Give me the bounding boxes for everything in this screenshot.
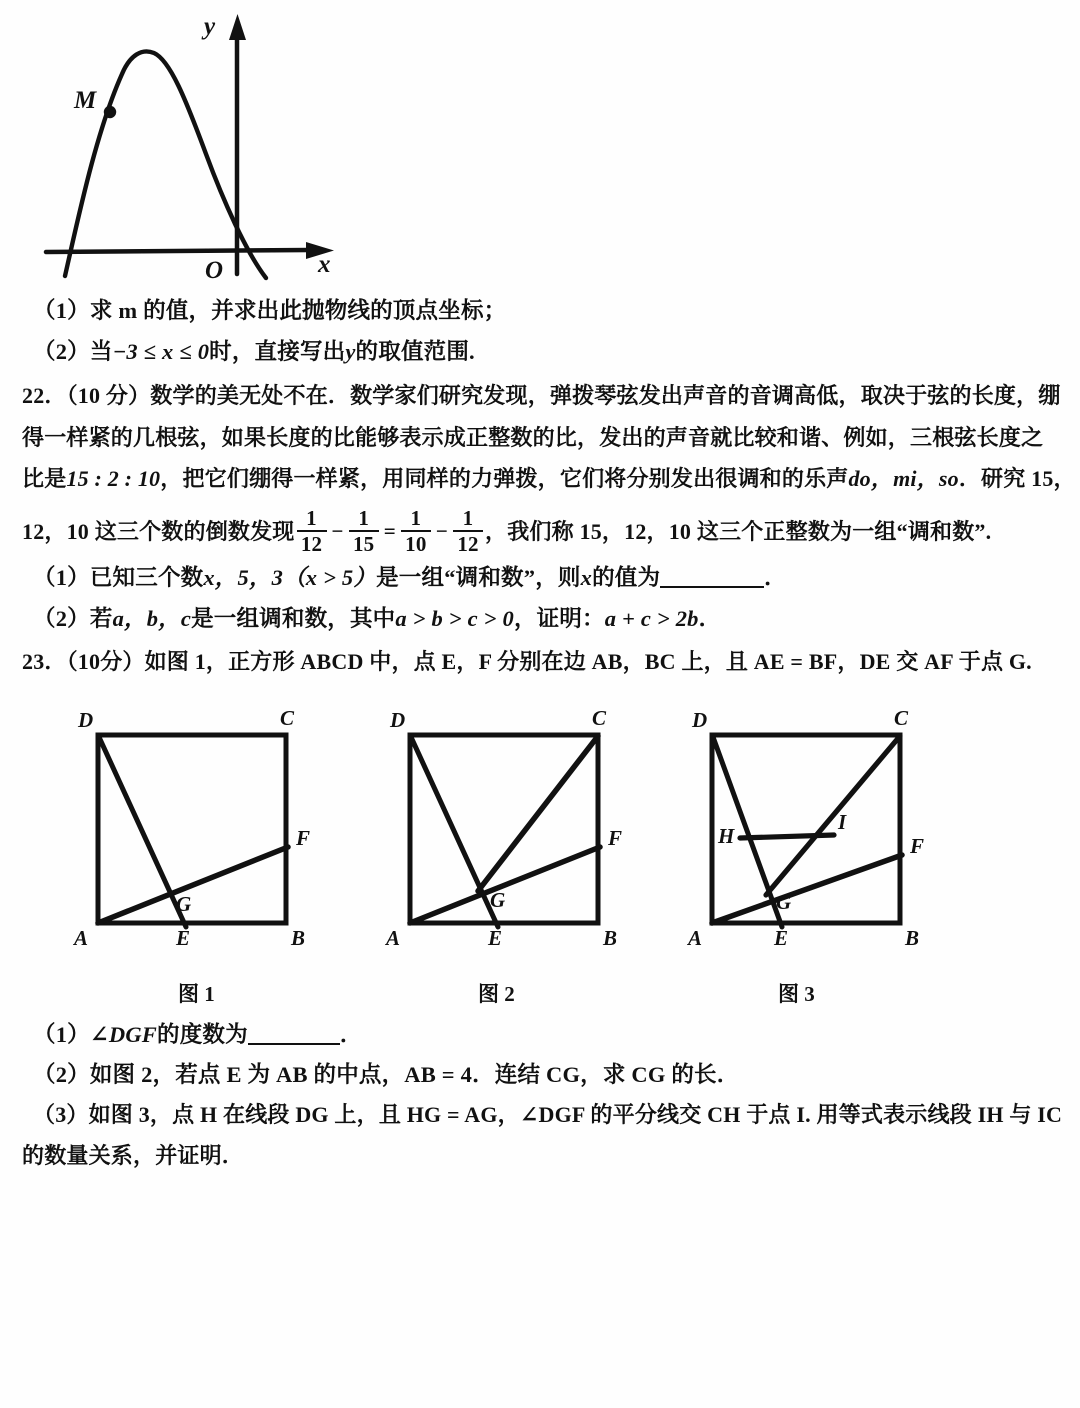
fraction-1-12b (453, 507, 483, 555)
parabola-svg (18, 4, 368, 290)
frac-num: 1 (410, 506, 422, 530)
frac-op-equals: = (383, 518, 396, 543)
fig3-label-a: A (688, 926, 703, 945)
q21-part2-prefix: （2）当 (33, 339, 113, 364)
fig2-label-c: C (592, 706, 607, 730)
q22-part2-vars: a，b，c (112, 606, 192, 631)
fig1-label-g: G (176, 892, 192, 916)
frac-den: 12 (457, 532, 479, 557)
q23-stem-text: 23．（10分）如图 1，正方形 ABCD 中，点 E，F 分别在边 AB，BC 上，且 AE = BF，DE 交 AF 于点 G. (22, 649, 1032, 674)
fig2-label-e: E (488, 926, 503, 945)
q21-part2-suffix: 的取值范围. (355, 339, 475, 364)
x-axis (46, 242, 334, 259)
fig1-label-c: C (280, 706, 295, 730)
figure-1-caption-text: 图 1 (178, 982, 215, 1006)
fig2-label-d: D (390, 708, 406, 732)
q21-part1-text: （1）求 m 的值，并求出此抛物线的顶点坐标； (33, 298, 507, 323)
parabola-figure (18, 4, 368, 290)
segment-cg (478, 736, 598, 891)
q23-part1-a: （1） (33, 1022, 90, 1047)
q22-line3-b: ，把它们绷得一样紧，用同样的力弹拨，它们将分别发出很调和的乐声 (160, 466, 849, 491)
frac-op-minus1: − (331, 518, 344, 543)
q23-part1-angle: ∠DGF (89, 1022, 158, 1047)
figure-2-caption-text: 图 2 (478, 982, 515, 1006)
fig1-label-a: A (74, 926, 89, 945)
q21-part2 (33, 341, 475, 364)
q22-part2-cond: a > b > c > 0 (395, 606, 514, 631)
fig3-label-i: I (838, 810, 847, 834)
q22-line3-c: ．研究 15， (958, 466, 1076, 491)
frac-num: 1 (306, 506, 317, 530)
fig1-label-b: B (291, 926, 306, 945)
label-o: O (205, 257, 224, 284)
y-axis (229, 14, 246, 274)
q22-line2 (22, 427, 1043, 449)
q21-part2-var: y (345, 339, 356, 364)
frac-den: 12 (300, 532, 323, 557)
frac-num: 1 (462, 506, 474, 530)
q22-part1-b: 是一组“调和数”，则 (376, 565, 581, 590)
q22-part1-c: 的值为 (592, 565, 661, 590)
q22-part2-b: 是一组调和数，其中 (191, 606, 396, 631)
segment-cg (766, 736, 900, 895)
q22-line2-text: 得一样紧的几根弦，如果长度的比能够表示成正整数的比，发出的声音就比较和谐、例如，三根弦长度之 (22, 425, 1044, 450)
fig2-label-a: A (386, 926, 401, 945)
segment-de (411, 737, 498, 927)
answer-blank-q22-1[interactable] (660, 586, 764, 588)
q22-line3-notes: do，mi，so (848, 466, 959, 491)
q22-line3 (22, 468, 1076, 490)
fig3-label-b: B (905, 926, 920, 945)
q23-part1-c: ． (339, 1022, 363, 1047)
q23-part1 (33, 1024, 363, 1047)
q22-part2-concl: a + c > 2b (604, 606, 699, 631)
q22-part2 (33, 608, 721, 631)
fraction-1-12a (297, 507, 327, 555)
q23-stem (22, 651, 1032, 673)
figure-3-caption (778, 978, 815, 1008)
fraction-1-15 (349, 507, 379, 555)
q23-part3-line1-text: （3）如图 3，点 H 在线段 DG 上，且 HG = AG，∠DGF 的平分线交 CH 于点 I. 用等式表示线段 IH 与 IC (33, 1102, 1063, 1127)
fig3-label-h: H (718, 824, 735, 848)
harmonic-formula (295, 507, 486, 555)
q22-line3-a: 比是 (22, 466, 67, 491)
fraction-1-10 (401, 507, 431, 555)
fig2-label-f: F (608, 826, 623, 850)
frac-op-minus2: − (435, 518, 449, 543)
q22-part2-d: ． (698, 606, 722, 631)
q21-part1 (33, 300, 506, 323)
figure-3-svg (672, 695, 972, 945)
q22-part2-c: ，证明： (513, 606, 605, 631)
frac-den: 15 (352, 532, 375, 557)
q21-part2-mid: 时，直接写出 (209, 339, 346, 364)
q22-part1-var: x (580, 565, 593, 590)
fig3-label-c: C (894, 706, 909, 730)
label-y: y (204, 13, 216, 40)
frac-den: 10 (405, 532, 427, 557)
figure-2-caption (478, 978, 515, 1008)
fig3-label-f: F (910, 834, 925, 858)
fig1-label-e: E (176, 926, 191, 945)
q22-line4-b: ，我们称 15，12，10 这三个正整数为一组“调和数”. (485, 519, 992, 545)
q23-part1-b: 的度数为 (157, 1022, 248, 1047)
fig3-label-d: D (692, 708, 708, 732)
segment-af (98, 847, 288, 923)
q22-line4 (22, 508, 991, 556)
q23-part3-line2-text: 的数量关系，并证明． (22, 1143, 245, 1168)
q23-part3-line1 (33, 1104, 1062, 1126)
q22-part1-d: ． (764, 565, 787, 590)
q23-part2 (33, 1064, 739, 1087)
segment-de (99, 737, 186, 927)
q22-line1-text: 22．（10 分）数学的美无处不在．数学家们研究发现，弹拨琴弦发出声音的音调高低，取决于弦的长度，绷 (22, 383, 1061, 408)
q22-part1-a: （1）已知三个数 (33, 565, 204, 590)
figure-1-caption (178, 978, 215, 1008)
segment-af (712, 855, 902, 923)
fig1-label-d: D (78, 708, 94, 732)
q21-part2-inequality: −3 ≤ x ≤ 0 (112, 339, 210, 364)
frac-num: 1 (358, 506, 370, 530)
fig2-label-g: G (490, 888, 506, 912)
label-x: x (318, 251, 331, 278)
point-m-dot (104, 106, 116, 118)
fig3-label-e: E (774, 926, 789, 945)
fig1-label-f: F (296, 826, 311, 850)
segment-hi (740, 835, 834, 838)
figure-3-caption-text: 图 3 (778, 982, 815, 1006)
figure-2-svg (370, 695, 670, 945)
q22-part1 (33, 567, 787, 590)
q23-figure-row (0, 695, 1080, 1006)
q22-part2-a: （2）若 (33, 606, 113, 631)
q22-line3-ratio: 15 : 2 : 10 (66, 466, 161, 491)
fig3-label-g: G (776, 890, 792, 914)
q23-part3-line2 (22, 1145, 244, 1167)
label-m: M (74, 87, 97, 114)
figure-1-svg (58, 695, 358, 945)
q22-line1 (22, 385, 1061, 407)
q22-part1-math: x，5，3（x > 5） (203, 565, 377, 590)
fig2-label-b: B (603, 926, 618, 945)
q22-line4-a: 12，10 这三个数的倒数发现 (22, 519, 295, 545)
answer-blank-q23-1[interactable] (248, 1043, 340, 1045)
q23-part2-text: （2）如图 2，若点 E 为 AB 的中点，AB = 4．连结 CG，求 CG 的长． (33, 1062, 740, 1087)
